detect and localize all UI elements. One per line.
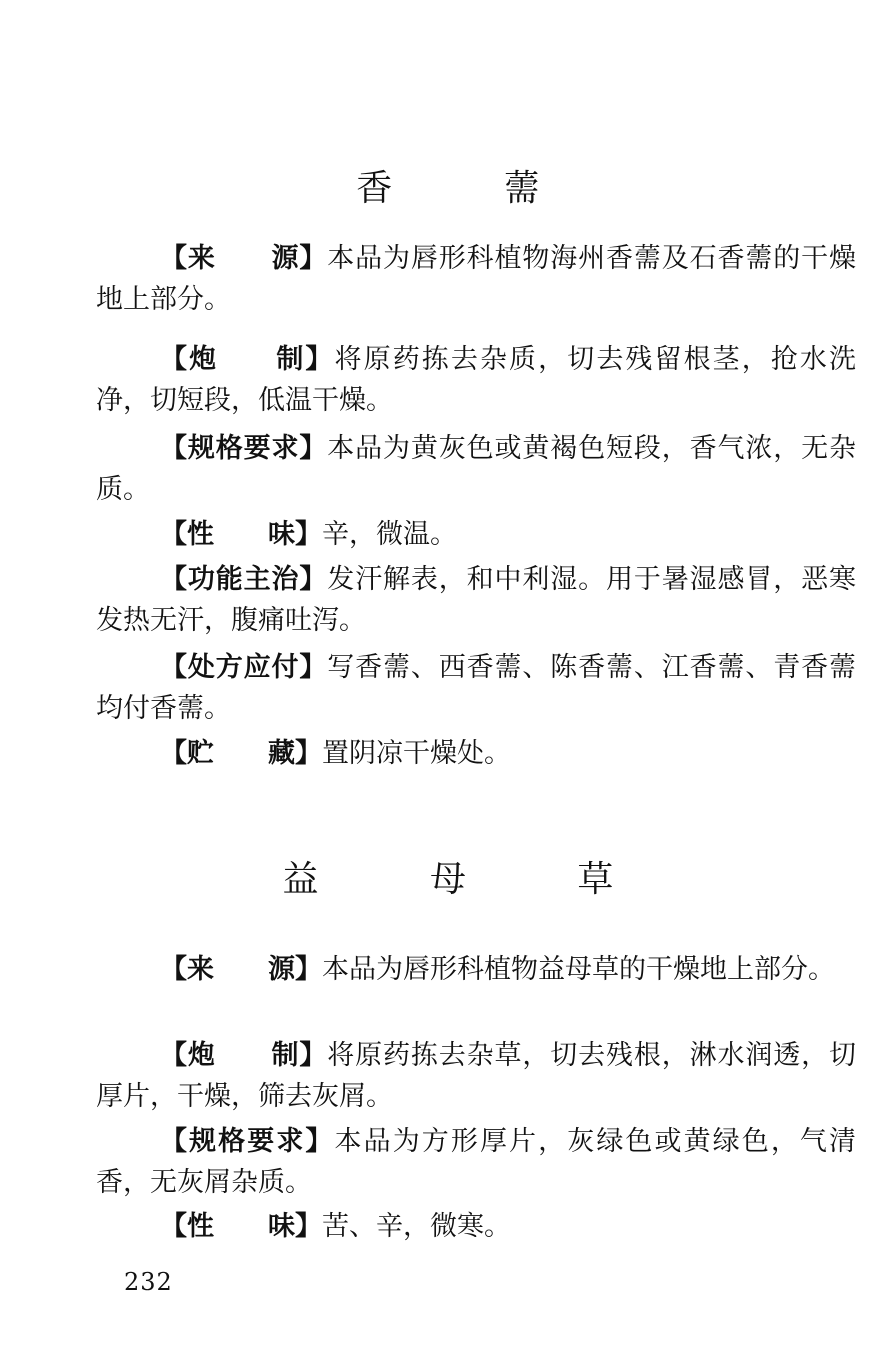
entry-label: 【炮 制】 — [160, 344, 335, 375]
entry-label: 【贮 藏】 — [160, 738, 322, 769]
section-title-yimucao: 益 母 草 — [282, 859, 664, 900]
entry-processing — [96, 1035, 856, 1117]
entry-label: 【炮 制】 — [160, 1040, 328, 1071]
entry-source — [96, 949, 856, 990]
entry-label: 【性 味】 — [160, 1211, 322, 1242]
entry-functions — [96, 559, 856, 641]
entry-label: 【功能主治】 — [160, 564, 328, 595]
entry-text: 本品为唇形科植物海州香薷及石香薷的干燥地上部分。 — [96, 243, 856, 315]
entry-text: 辛，微温。 — [322, 519, 457, 550]
entry-label: 【性 味】 — [160, 519, 322, 550]
entry-taste — [96, 514, 856, 555]
entry-text: 发汗解表，和中利湿。用于暑湿感冒，恶寒发热无汗，腹痛吐泻。 — [96, 564, 856, 636]
entry-text: 苦、辛，微寒。 — [322, 1211, 511, 1242]
entry-storage — [96, 733, 856, 774]
entry-processing — [96, 339, 856, 421]
entry-label: 【处方应付】 — [160, 652, 328, 683]
entry-text: 置阴凉干燥处。 — [322, 738, 511, 769]
entry-label: 【规格要求】 — [160, 1126, 335, 1157]
entry-text: 本品为方形厚片，灰绿色或黄绿色，气清香，无灰屑杂质。 — [96, 1126, 857, 1198]
entry-text: 写香薷、西香薷、陈香薷、江香薷、青香薷均付香薷。 — [96, 652, 856, 724]
entry-label: 【规格要求】 — [160, 433, 328, 464]
entry-text: 本品为唇形科植物益母草的干燥地上部分。 — [322, 954, 835, 985]
entry-text: 将原药拣去杂草，切去残根，淋水润透，切厚片，干燥，筛去灰屑。 — [96, 1040, 856, 1112]
entry-source — [96, 238, 856, 320]
entry-specification — [96, 1121, 856, 1203]
entry-text: 将原药拣去杂质，切去残留根茎，抢水洗净，切短段，低温干燥。 — [96, 344, 857, 416]
section-title-xiangru: 香 薷 — [356, 168, 590, 209]
entry-text: 本品为黄灰色或黄褐色短段，香气浓，无杂质。 — [96, 433, 856, 505]
entry-specification — [96, 428, 856, 510]
page-number: 232 — [124, 1268, 173, 1296]
entry-label: 【来 源】 — [160, 243, 328, 274]
entry-taste — [96, 1206, 856, 1247]
entry-prescription — [96, 647, 856, 729]
entry-label: 【来 源】 — [160, 954, 322, 985]
